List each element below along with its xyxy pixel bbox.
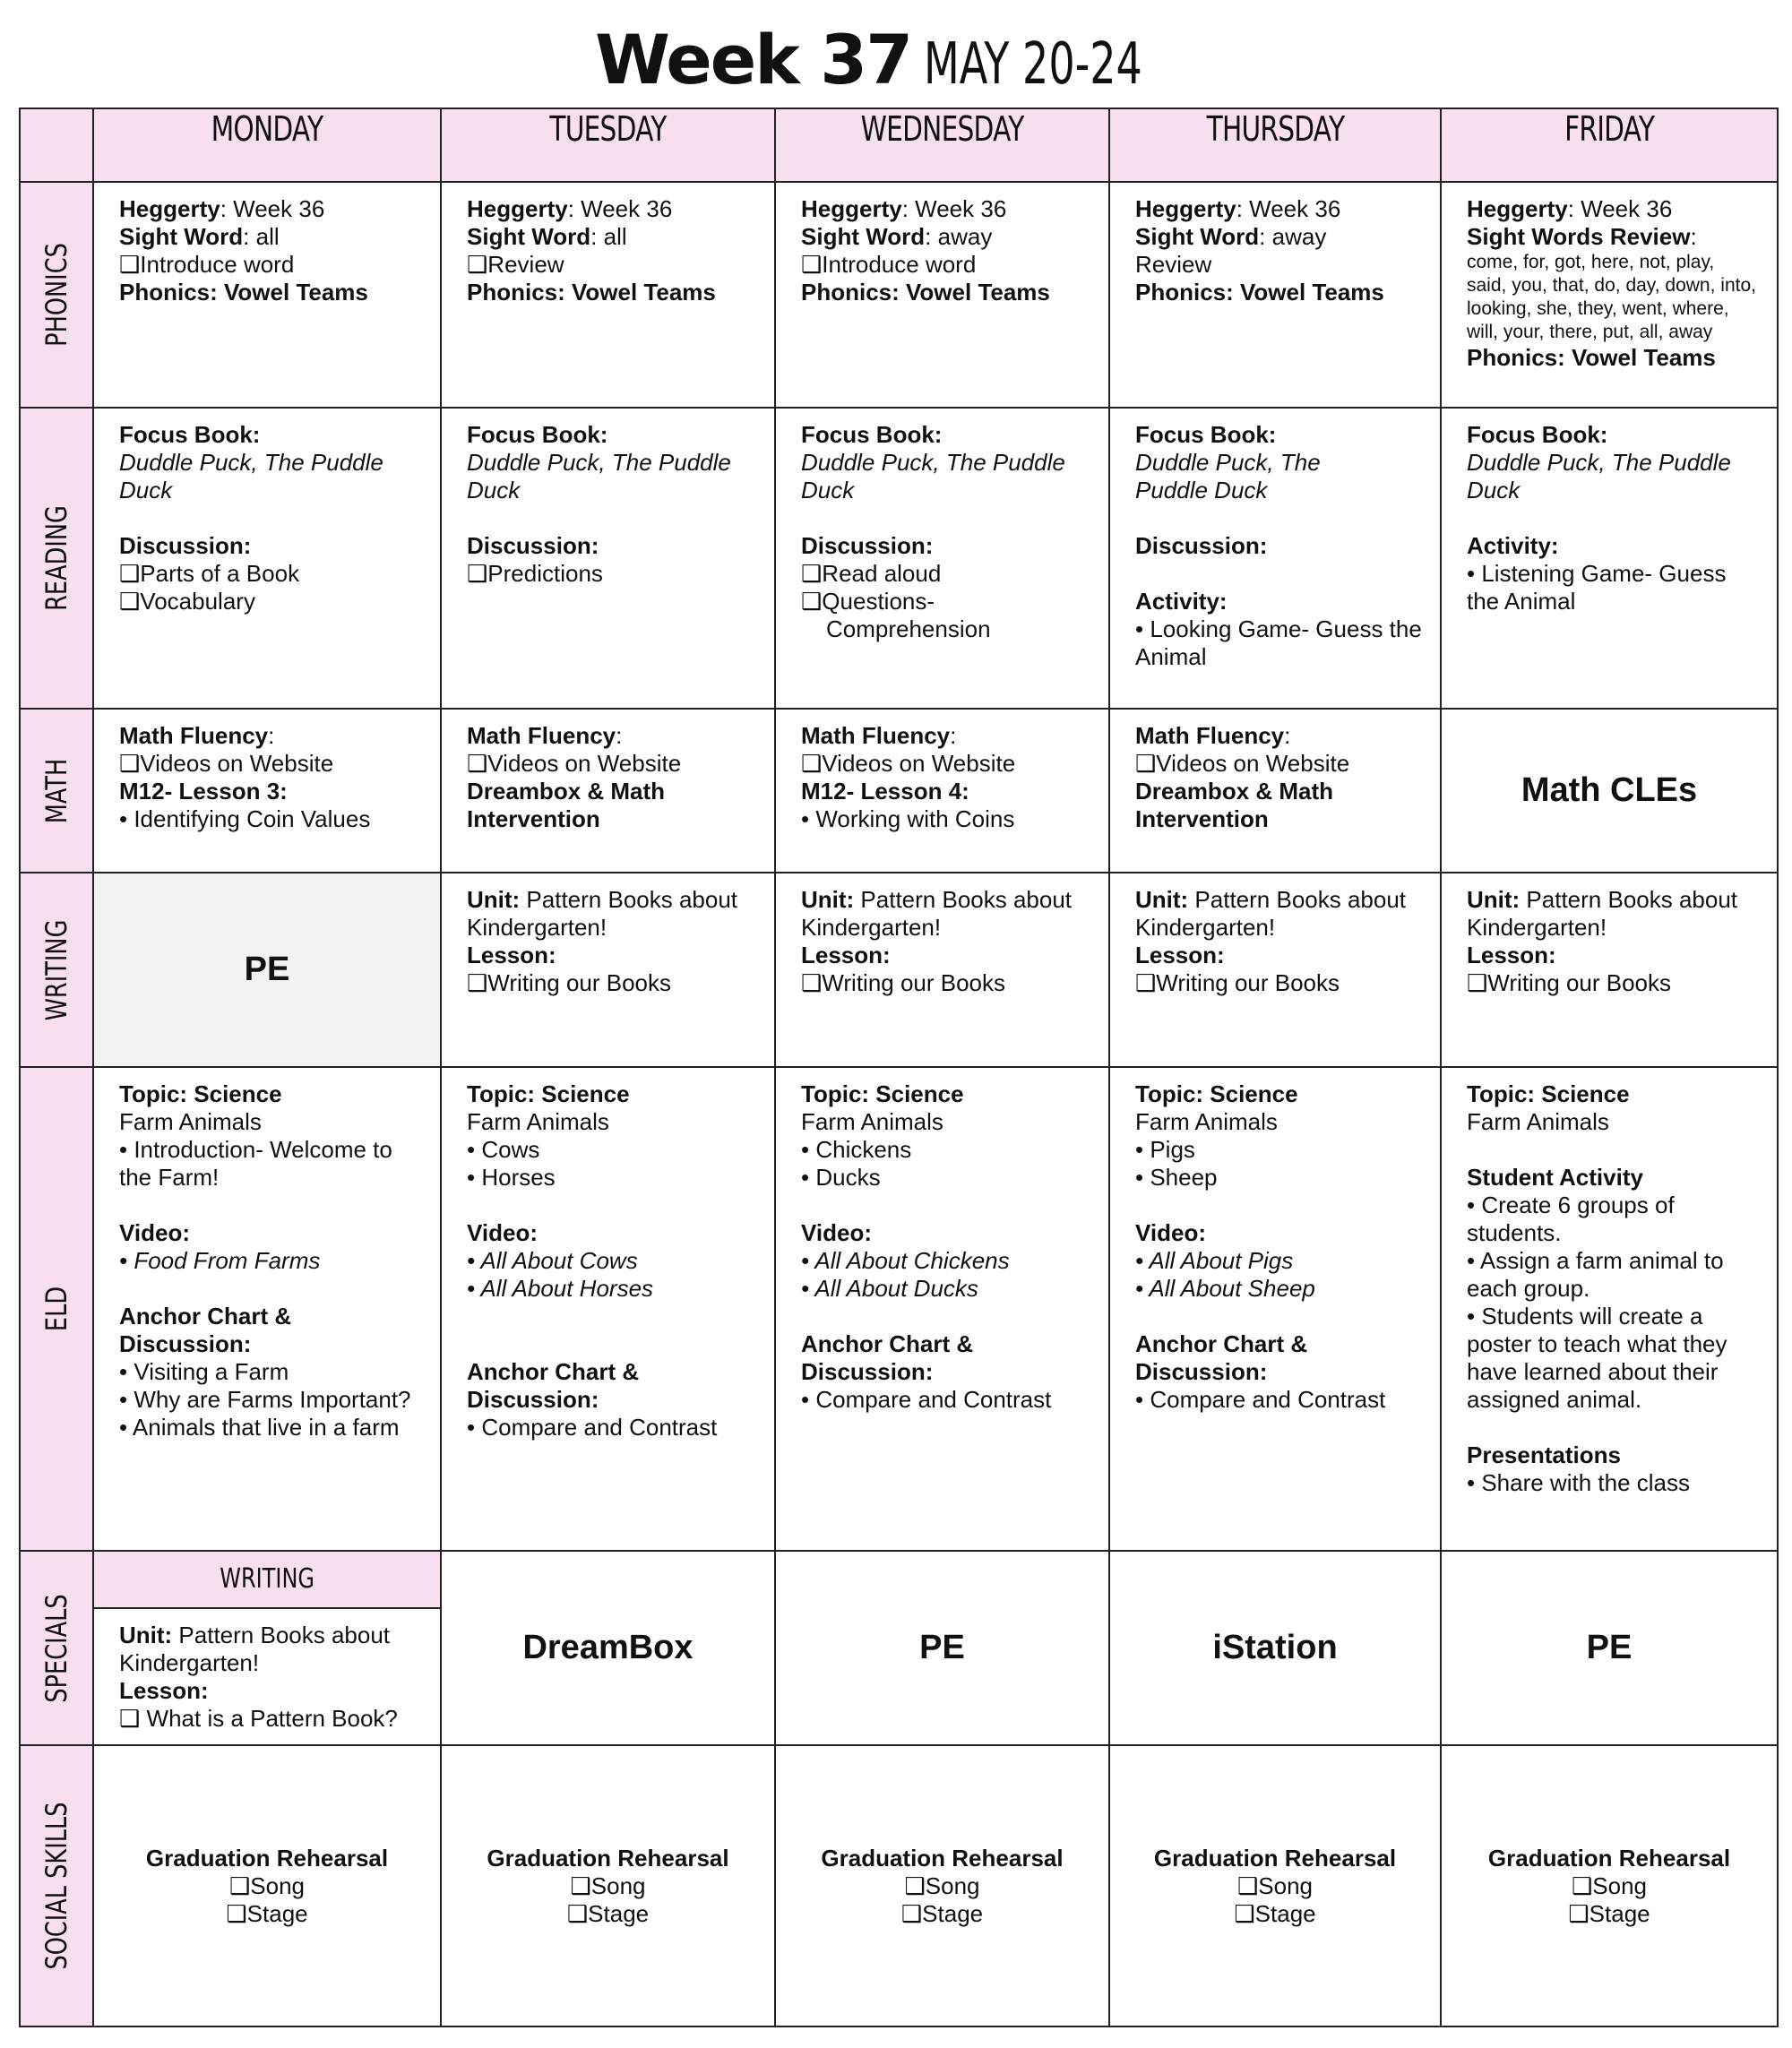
eld-row: [20, 1067, 1778, 1551]
math-thursday: Math Fluency: ❑Videos on Website Dreambox & Math Intervention: [1109, 709, 1441, 873]
specials-wednesday: PE: [775, 1551, 1109, 1745]
week-dates: MAY 20-24: [924, 31, 1142, 98]
phonics-row: [20, 182, 1778, 408]
row-label-reading: READING: [20, 408, 93, 709]
eld-tuesday: Topic: Science Farm Animals • Cows • Horses Video: • All About Cows • All About Horses Anchor Chart & Discussion: • Compare and Contrast: [441, 1067, 775, 1551]
math-row: [20, 709, 1778, 873]
eld-monday: Topic: Science Farm Animals • Introduction- Welcome to the Farm! Video: • Food From Farms Anchor Chart & Discussion: • Visiting a Farm • Why are Farms Important? • Animals that live in a farm: [93, 1067, 441, 1551]
week-number: Week 37: [595, 20, 912, 99]
writing-row: [20, 873, 1778, 1067]
writing-tuesday: Unit: Pattern Books about Kindergarten! Lesson: ❑Writing our Books: [441, 873, 775, 1067]
eld-wednesday: Topic: Science Farm Animals • Chickens • Ducks Video: • All About Chickens • All About Ducks Anchor Chart & Discussion: • Compare and Contrast: [775, 1067, 1109, 1551]
social-monday: Graduation Rehearsal ❑Song ❑Stage: [93, 1745, 441, 2026]
eld-thursday: Topic: Science Farm Animals • Pigs • Sheep Video: • All About Pigs • All About Sheep Anchor Chart & Discussion: • Compare and Contrast: [1109, 1067, 1441, 1551]
row-label-eld: ELD: [20, 1067, 93, 1551]
lesson-plan-table: [19, 108, 1779, 2027]
reading-row: [20, 408, 1778, 709]
social-skills-row: [20, 1745, 1778, 2026]
specials-monday: WRITING Unit: Pattern Books about Kindergarten! Lesson: ❑ What is a Pattern Book?: [93, 1551, 441, 1745]
day-header-monday: MONDAY: [93, 108, 441, 182]
day-header-wednesday: WEDNESDAY: [775, 108, 1109, 182]
reading-monday: Focus Book: Duddle Puck, The Puddle Duck Discussion: ❑Parts of a Book ❑Vocabulary: [93, 408, 441, 709]
specials-tuesday: DreamBox: [441, 1551, 775, 1745]
row-label-writing: WRITING: [20, 873, 93, 1067]
specials-writing-header: WRITING: [94, 1552, 440, 1609]
social-friday: Graduation Rehearsal ❑Song ❑Stage: [1441, 1745, 1778, 2026]
row-label-phonics: PHONICS: [20, 182, 93, 408]
phonics-thursday: Heggerty: Week 36 Sight Word: away Review Phonics: Vowel Teams: [1109, 182, 1441, 408]
row-label-specials: SPECIALS: [20, 1551, 93, 1745]
reading-thursday: Focus Book: Duddle Puck, The Puddle Duck Discussion: Activity: • Looking Game- Guess the Animal: [1109, 408, 1441, 709]
specials-thursday: iStation: [1109, 1551, 1441, 1745]
math-friday: Math CLEs: [1441, 709, 1778, 873]
phonics-tuesday: Heggerty: Week 36 Sight Word: all ❑Review Phonics: Vowel Teams: [441, 182, 775, 408]
eld-friday: Topic: Science Farm Animals Student Activity • Create 6 groups of students. • Assign a farm animal to each group. • Students will create a poster to teach what they have learned about their assigned animal. Presentations • Share with the class: [1441, 1067, 1778, 1551]
writing-wednesday: Unit: Pattern Books about Kindergarten! Lesson: ❑Writing our Books: [775, 873, 1109, 1067]
writing-monday: PE: [93, 873, 441, 1067]
writing-thursday: Unit: Pattern Books about Kindergarten! Lesson: ❑Writing our Books: [1109, 873, 1441, 1067]
specials-friday: PE: [1441, 1551, 1778, 1745]
phonics-wednesday: Heggerty: Week 36 Sight Word: away ❑Introduce word Phonics: Vowel Teams: [775, 182, 1109, 408]
reading-tuesday: Focus Book: Duddle Puck, The Puddle Duck Discussion: ❑Predictions: [441, 408, 775, 709]
reading-friday: Focus Book: Duddle Puck, The Puddle Duck Activity: • Listening Game- Guess the Animal: [1441, 408, 1778, 709]
page-title: [0, 20, 1792, 100]
writing-friday: Unit: Pattern Books about Kindergarten! Lesson: ❑Writing our Books: [1441, 873, 1778, 1067]
sight-words-list: come, for, got, here, not, play, said, you, that, do, day, down, into, looking, she, they, went, where, will, your, there, put, all, away: [1467, 252, 1756, 342]
social-tuesday: Graduation Rehearsal ❑Song ❑Stage: [441, 1745, 775, 2026]
reading-wednesday: Focus Book: Duddle Puck, The Puddle Duck Discussion: ❑Read aloud ❑Questions- Comprehension: [775, 408, 1109, 709]
social-thursday: Graduation Rehearsal ❑Song ❑Stage: [1109, 1745, 1441, 2026]
phonics-friday: Heggerty: Week 36 Sight Words Review: come, for, got, here, not, play, said, you, that, do, day, down, into, looking, she, they, went, where, will, your, there, put, all, away Phonics: Vowel Teams: [1441, 182, 1778, 408]
math-monday: Math Fluency: ❑Videos on Website M12- Lesson 3: • Identifying Coin Values: [93, 709, 441, 873]
row-label-math: MATH: [20, 709, 93, 873]
phonics-monday: Heggerty: Week 36 Sight Word: all ❑Introduce word Phonics: Vowel Teams: [93, 182, 441, 408]
math-wednesday: Math Fluency: ❑Videos on Website M12- Lesson 4: • Working with Coins: [775, 709, 1109, 873]
day-header-thursday: THURSDAY: [1109, 108, 1441, 182]
day-header-friday: FRIDAY: [1441, 108, 1778, 182]
corner-cell: [20, 108, 93, 182]
social-wednesday: Graduation Rehearsal ❑Song ❑Stage: [775, 1745, 1109, 2026]
day-header-row: [20, 108, 1778, 182]
row-label-social-skills: SOCIAL SKILLS: [20, 1745, 93, 2026]
day-header-tuesday: TUESDAY: [441, 108, 775, 182]
math-tuesday: Math Fluency: ❑Videos on Website Dreambox & Math Intervention: [441, 709, 775, 873]
specials-row: [20, 1551, 1778, 1745]
